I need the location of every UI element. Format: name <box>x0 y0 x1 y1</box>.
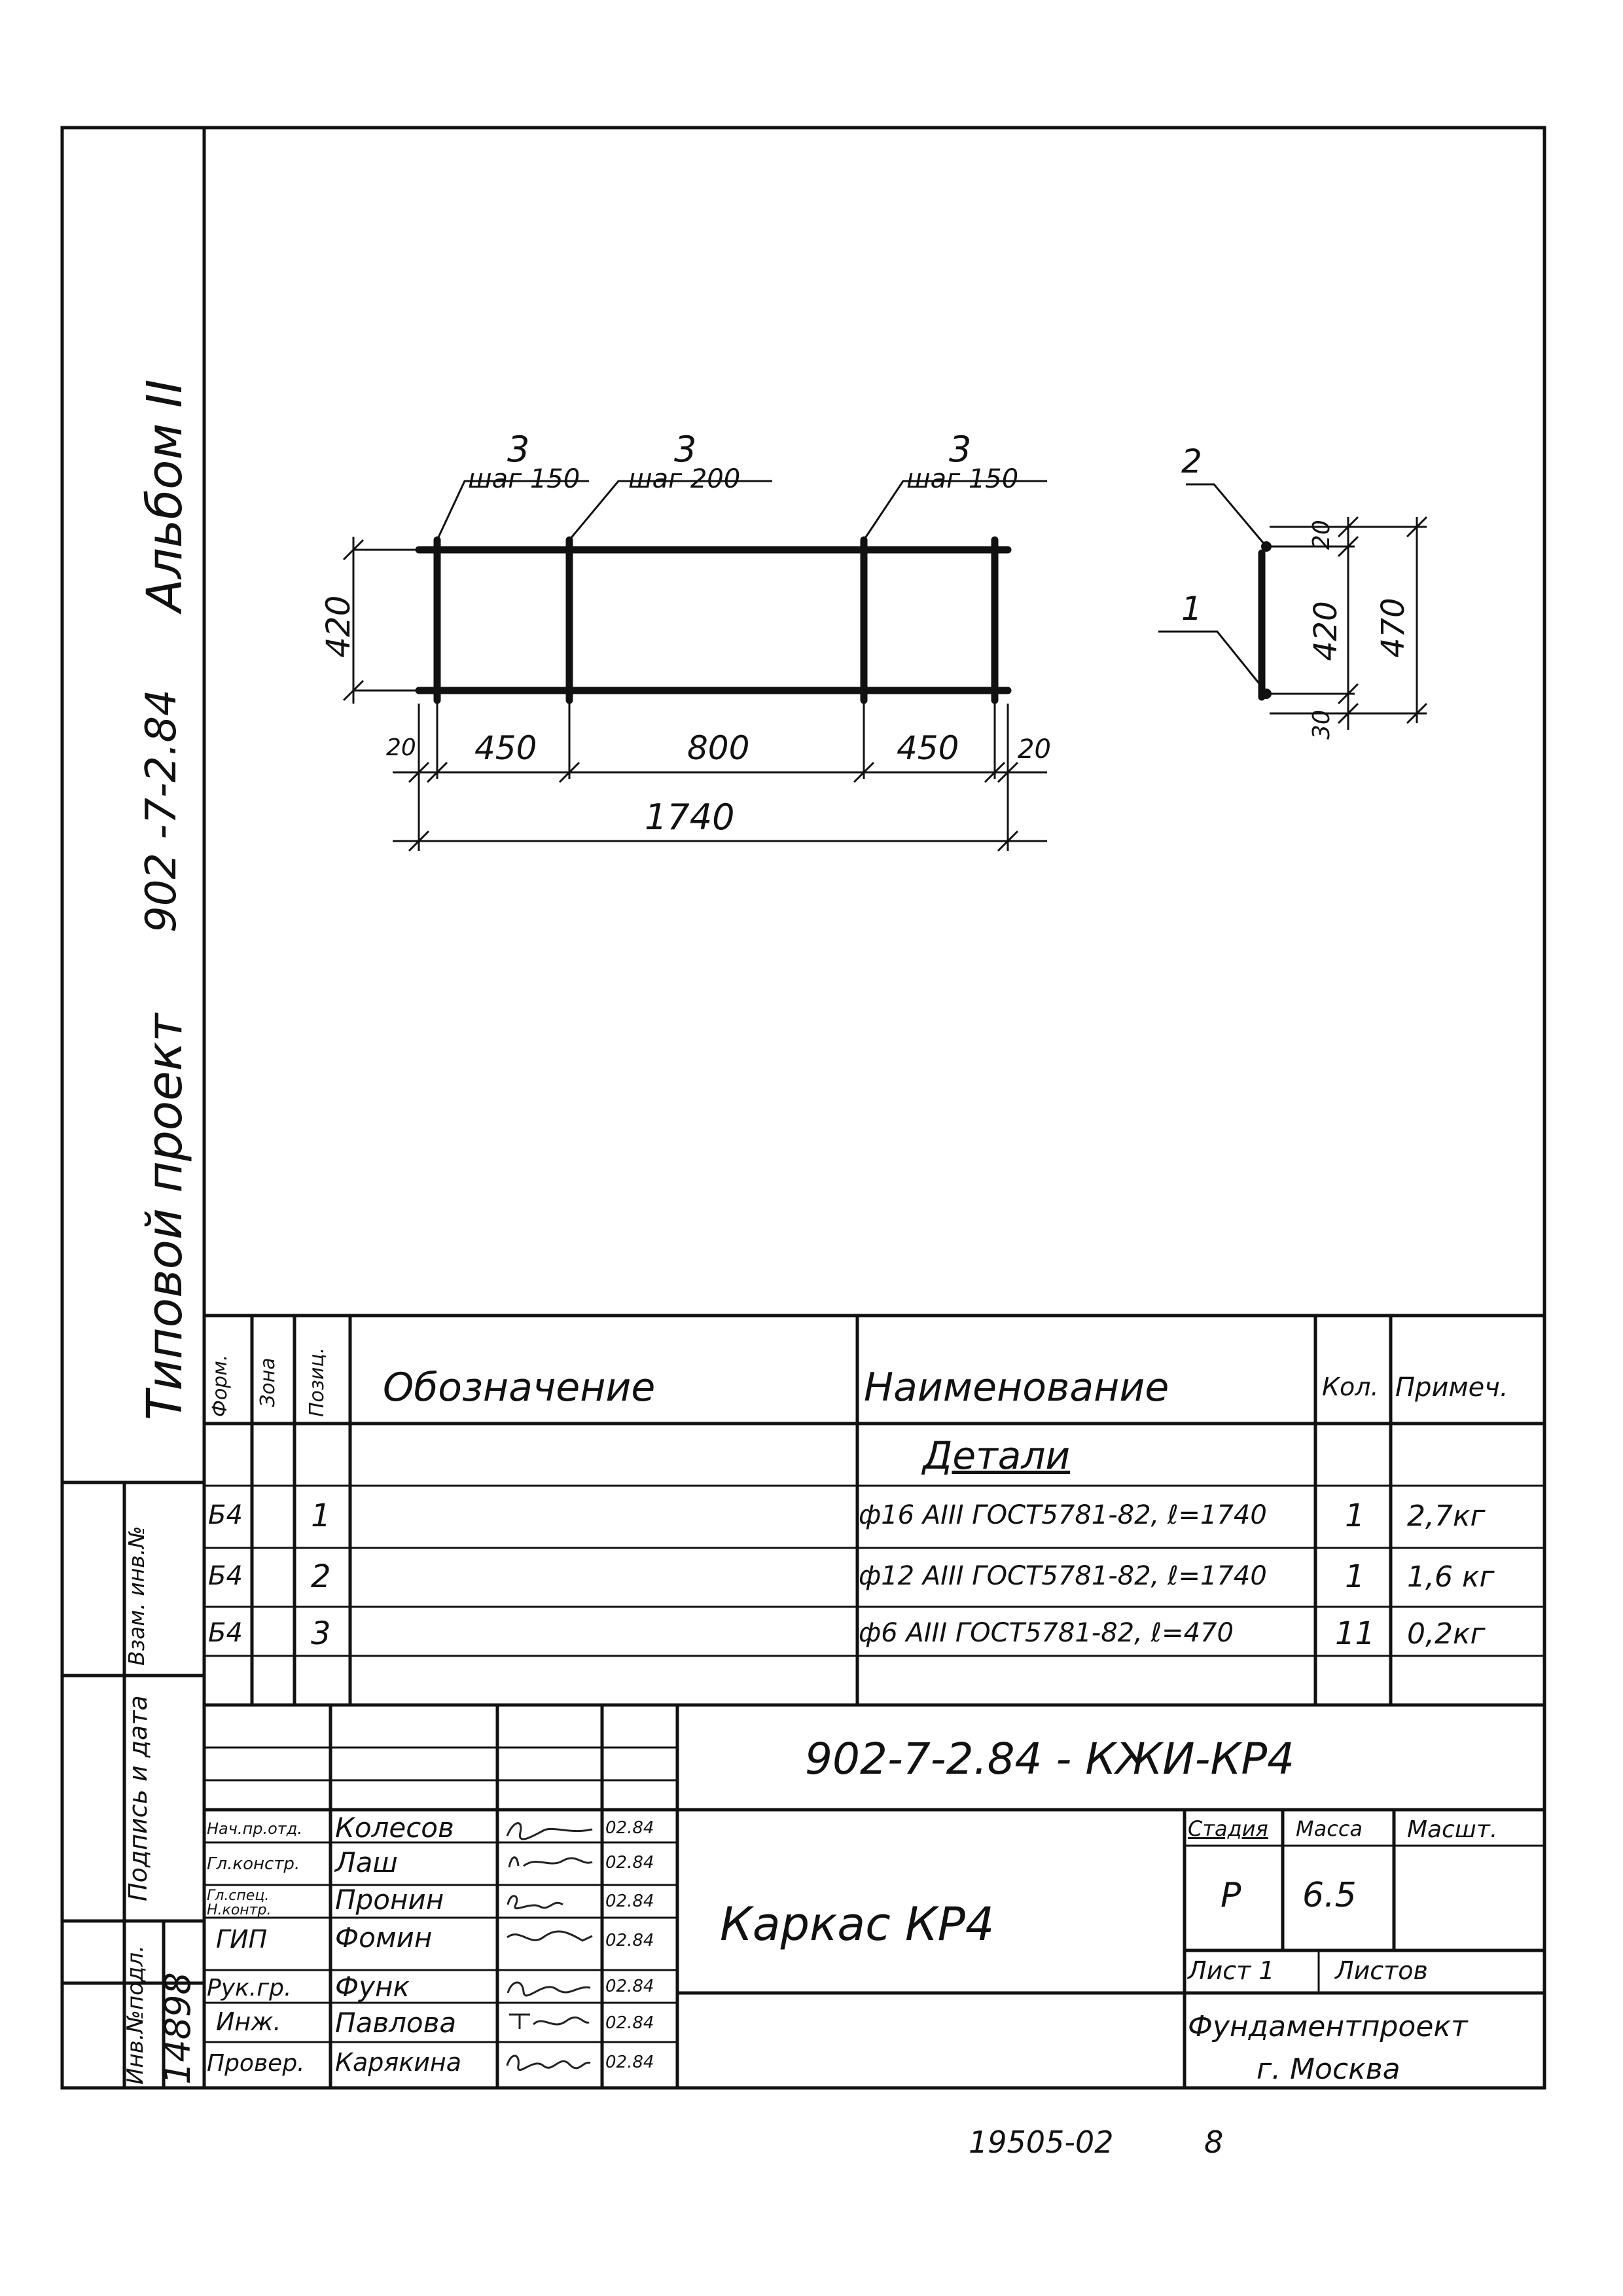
outer-frame <box>62 128 1544 2088</box>
position-3-right: 3 <box>949 429 972 470</box>
height-dimension: 420 <box>319 595 357 658</box>
person-4-date: 02.84 <box>605 1931 654 1950</box>
section-dimension-30: 30 <box>1308 709 1335 740</box>
signature-1 <box>504 1816 596 1842</box>
row-1-position: 1 <box>311 1498 331 1534</box>
inventory-number: 14898 <box>157 1972 198 2085</box>
person-1-date: 02.84 <box>605 1818 654 1838</box>
section-position-1: 1 <box>1181 590 1202 628</box>
row-2-position: 2 <box>311 1558 331 1595</box>
section-dimension-470: 470 <box>1375 598 1412 658</box>
person-3-name: Пронин <box>335 1884 444 1916</box>
header-designation: Обозначение <box>383 1365 656 1410</box>
header-zone: Зона <box>257 1357 279 1407</box>
header-position: Позиц. <box>306 1347 329 1417</box>
cage-plan-view <box>344 481 1047 851</box>
person-2-date: 02.84 <box>605 1853 654 1873</box>
row-3-position: 3 <box>311 1615 331 1652</box>
organization-name: Фундаментпроект <box>1188 2010 1468 2043</box>
strip-inv: Инв.№подл. <box>122 1945 149 2085</box>
role-5: Рук.гр. <box>207 1975 292 2001</box>
dimension-450-left: 450 <box>474 729 537 767</box>
strip-podpis: Подпись и дата <box>124 1695 152 1901</box>
header-name: Наименование <box>864 1365 1169 1410</box>
row-2-format: Б4 <box>208 1561 243 1591</box>
album-label: Альбом II <box>137 379 193 612</box>
signature-7 <box>504 2047 596 2073</box>
role-7: Провер. <box>207 2050 305 2077</box>
step-right: шаг 150 <box>906 464 1019 494</box>
row-1-name: ф16 AIII ГОСТ5781-82, ℓ=1740 <box>859 1500 1267 1530</box>
section-dimension-420: 420 <box>1308 601 1344 661</box>
row-3-quantity: 11 <box>1335 1615 1376 1652</box>
signature-5 <box>504 1973 596 2000</box>
stage-value: Р <box>1221 1876 1241 1915</box>
row-3-name: ф6 AIII ГОСТ5781-82, ℓ=470 <box>859 1618 1234 1648</box>
section-title-details: Детали <box>923 1433 1071 1478</box>
mass-label: Масса <box>1296 1816 1363 1841</box>
row-3-format: Б4 <box>208 1618 243 1648</box>
person-5-name: Функ <box>335 1971 410 2003</box>
role-3: Гл.спец. Н.контр. <box>207 1888 272 1918</box>
header-quantity: Кол. <box>1322 1372 1379 1401</box>
position-3-middle: 3 <box>674 429 697 470</box>
person-6-name: Павлова <box>335 2007 457 2039</box>
dimension-20-right: 20 <box>1018 734 1051 764</box>
strip-vzam: Взам. инв.№ <box>124 1526 149 1666</box>
row-1-note: 2,7кг <box>1407 1499 1486 1533</box>
position-3-left: 3 <box>507 429 530 470</box>
organization-city: г. Москва <box>1257 2053 1400 2086</box>
person-3-date: 02.84 <box>605 1892 654 1911</box>
stage-label: Стадия <box>1188 1816 1268 1841</box>
person-7-date: 02.84 <box>605 2053 654 2072</box>
signature-6 <box>504 2008 596 2034</box>
row-3-note: 0,2кг <box>1407 1617 1486 1651</box>
person-6-date: 02.84 <box>605 2013 654 2033</box>
signature-2 <box>504 1849 596 1875</box>
dimension-20-left: 20 <box>386 734 416 761</box>
dimension-total: 1740 <box>645 797 735 838</box>
footer-number: 19505-02 <box>969 2125 1114 2160</box>
person-4-name: Фомин <box>335 1922 433 1954</box>
step-left: шаг 150 <box>468 464 580 494</box>
role-2: Гл.констр. <box>207 1854 300 1874</box>
role-6: Инж. <box>216 2007 281 2036</box>
step-middle: шаг 200 <box>628 464 741 494</box>
role-1: Нач.пр.отд. <box>207 1820 303 1838</box>
footer-page: 8 <box>1204 2125 1224 2160</box>
document-code: 902-7-2.84 - КЖИ-КР4 <box>805 1734 1295 1784</box>
sheet-label: Лист 1 <box>1188 1956 1275 1985</box>
header-note: Примеч. <box>1395 1372 1508 1403</box>
signature-3 <box>504 1888 596 1914</box>
section-dimension-20: 20 <box>1308 520 1335 550</box>
person-5-date: 02.84 <box>605 1977 654 1996</box>
project-type: Типовой проект <box>137 1013 193 1420</box>
inner-frame <box>204 128 1544 2088</box>
project-code: 902 -7-2.84 <box>137 689 186 933</box>
mass-value: 6.5 <box>1302 1876 1357 1915</box>
role-4: ГИП <box>216 1925 268 1954</box>
row-2-note: 1,6 кг <box>1407 1560 1495 1594</box>
dimension-800: 800 <box>687 729 750 767</box>
row-1-quantity: 1 <box>1345 1498 1365 1534</box>
row-2-name: ф12 AIII ГОСТ5781-82, ℓ=1740 <box>859 1561 1267 1591</box>
scale-label: Масшт. <box>1407 1816 1498 1843</box>
dimension-450-right: 450 <box>897 729 959 767</box>
section-position-2: 2 <box>1181 442 1202 480</box>
person-2-name: Лаш <box>335 1846 398 1878</box>
row-2-quantity: 1 <box>1345 1558 1365 1595</box>
person-7-name: Карякина <box>335 2048 462 2077</box>
row-1-format: Б4 <box>208 1500 243 1530</box>
signature-4 <box>504 1924 596 1950</box>
person-1-name: Колесов <box>335 1812 454 1844</box>
sheets-label: Листов <box>1335 1956 1428 1985</box>
drawing-title: Каркас КР4 <box>720 1897 995 1951</box>
header-format: Форм. <box>209 1354 232 1417</box>
